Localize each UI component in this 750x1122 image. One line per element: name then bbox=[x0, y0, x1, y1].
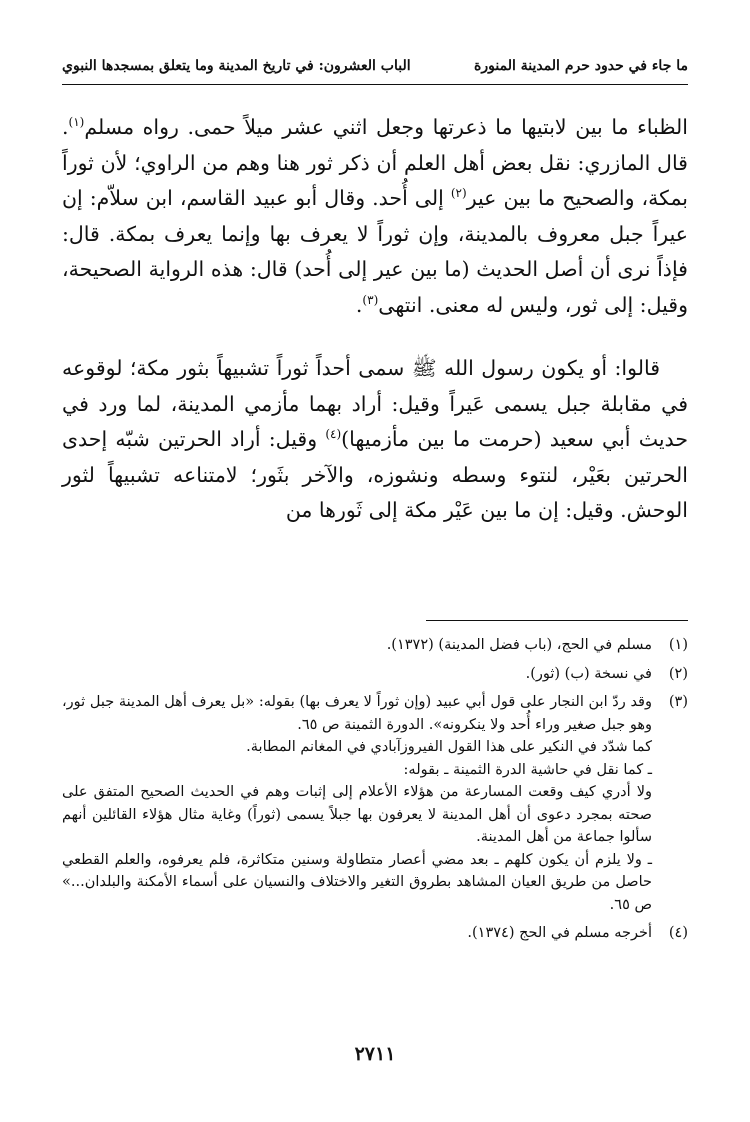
paragraph-2 bbox=[62, 351, 688, 529]
footnote-4 bbox=[62, 922, 688, 945]
footnote-text: مسلم في الحج، (باب فضل المدينة) (١٣٧٢). bbox=[386, 637, 652, 653]
footnotes bbox=[62, 628, 688, 945]
footnote-continuation: ـ كما نقل في حاشية الدرة الثمينة ـ بقوله: bbox=[403, 761, 652, 778]
footnote-number: (٤) bbox=[668, 925, 688, 941]
footnote-3 bbox=[62, 691, 688, 916]
footnote-2 bbox=[62, 663, 688, 686]
footnote-separator bbox=[426, 620, 688, 621]
p1-text-1: الظباء ما بين لابتيها ما ذعرتها وجعل اثني عشر ميلاً حمى. رواه مسلم bbox=[84, 115, 688, 139]
p1-text-4: . bbox=[355, 292, 363, 317]
footnote-ref-4[interactable]: (٤) bbox=[325, 427, 342, 442]
footnote-number: (١) bbox=[668, 637, 688, 653]
page-number: ٢٧١١ bbox=[354, 1043, 396, 1065]
p2-text-2: وقيل: أراد الحرتين شبّه إحدى الحرتين بعَيْر، لنتوء وسطه ونشوزه، والآخر بثَور؛ لامتناعه تشبيهاً لثور الوحش. وقيل: إن ما بين عَيْر مكة إلى ثَورها من bbox=[62, 427, 688, 522]
footnote-continuation: ولا أدري كيف وقعت المسارعة من هؤلاء الأعلام إلى إثبات وهم في الحديث الصحيح المتفق على صحته بمجرد دعوى أن أهل المدينة لا يعرفون بها جبلاً يسمى (ثوراً) وغاية مثال هؤلاء القائلين أنهم سألوا جماعة من أهل المدينة. bbox=[62, 784, 652, 845]
main-text bbox=[62, 110, 688, 529]
running-header bbox=[62, 52, 688, 85]
footnote-text: أخرجه مسلم في الحج (١٣٧٤). bbox=[467, 925, 652, 941]
footnote-ref-3[interactable]: (٣) bbox=[362, 292, 379, 307]
header-section-title: ما جاء في حدود حرم المدينة المنورة bbox=[474, 58, 688, 74]
footnote-1 bbox=[62, 634, 688, 657]
footnote-number: (٣) bbox=[668, 694, 688, 710]
footnote-number: (٢) bbox=[668, 665, 688, 682]
footnote-text: في نسخة (ب) (ثور). bbox=[525, 665, 652, 682]
footnote-continuation: كما شدّد في النكير على هذا القول الفيروزآبادي في المغانم المطابة. bbox=[246, 739, 652, 755]
header-chapter-title: الباب العشرون: في تاريخ المدينة وما يتعلق بمسجدها النبوي bbox=[62, 58, 411, 74]
paragraph-1 bbox=[62, 110, 688, 323]
footnote-continuation: ـ ولا يلزم أن يكون كلهم ـ بعد مضي أعصار متطاولة وسنين متكاثرة، فلم يعرفوه، والعلم القطعي حاصل من طريق العيان المشاهد بطروق التغير والاختلاف والنسيان على أسماء الأمكنة والبلدان...» ص ٦٥. bbox=[62, 851, 652, 913]
footnote-text: وقد ردّ ابن النجار على قول أبي عبيد (وإن ثوراً لا يعرف بها) بقوله: «بل يعرف أهل المدينة جبل ثور، وهو جبل صغير وراء أُحد ولا ينكرونه». الدورة الثمينة ص ٦٥. bbox=[62, 694, 652, 733]
p2-text-1: قالوا: أو يكون رسول الله ﷺ سمى أحداً ثوراً تشبيهاً بثور مكة؛ لوقوعه في مقابلة جبل يسمى عَيراً وقيل: أراد بهما مأزمي المدينة، لما ورد في حديث أبي سعيد (حرمت ما بين مأزميها) bbox=[62, 356, 688, 451]
footnote-ref-1[interactable]: (١) bbox=[68, 115, 85, 130]
p1-text-3: إلى أُحد. وقال أبو عبيد القاسم، ابن سلاّم: إن عيراً جبل معروف بالمدينة، وإن ثوراً لا يعرف بها وإنما يعرف بمكة. قال: فإذاً نرى أن أصل الحديث (ما بين عير إلى أُحد) قال: هذه الرواية الصحيحة، وقيل: إلى ثور، وليس له معنى. انتهى bbox=[62, 186, 688, 317]
p1-text-2: . قال المازري: نقل بعض أهل العلم أن ذكر ثور هنا وهم من الراوي؛ لأن ثوراً بمكة، والصحيح ما بين عير bbox=[62, 115, 688, 210]
footnote-ref-2[interactable]: (٢) bbox=[450, 186, 467, 201]
